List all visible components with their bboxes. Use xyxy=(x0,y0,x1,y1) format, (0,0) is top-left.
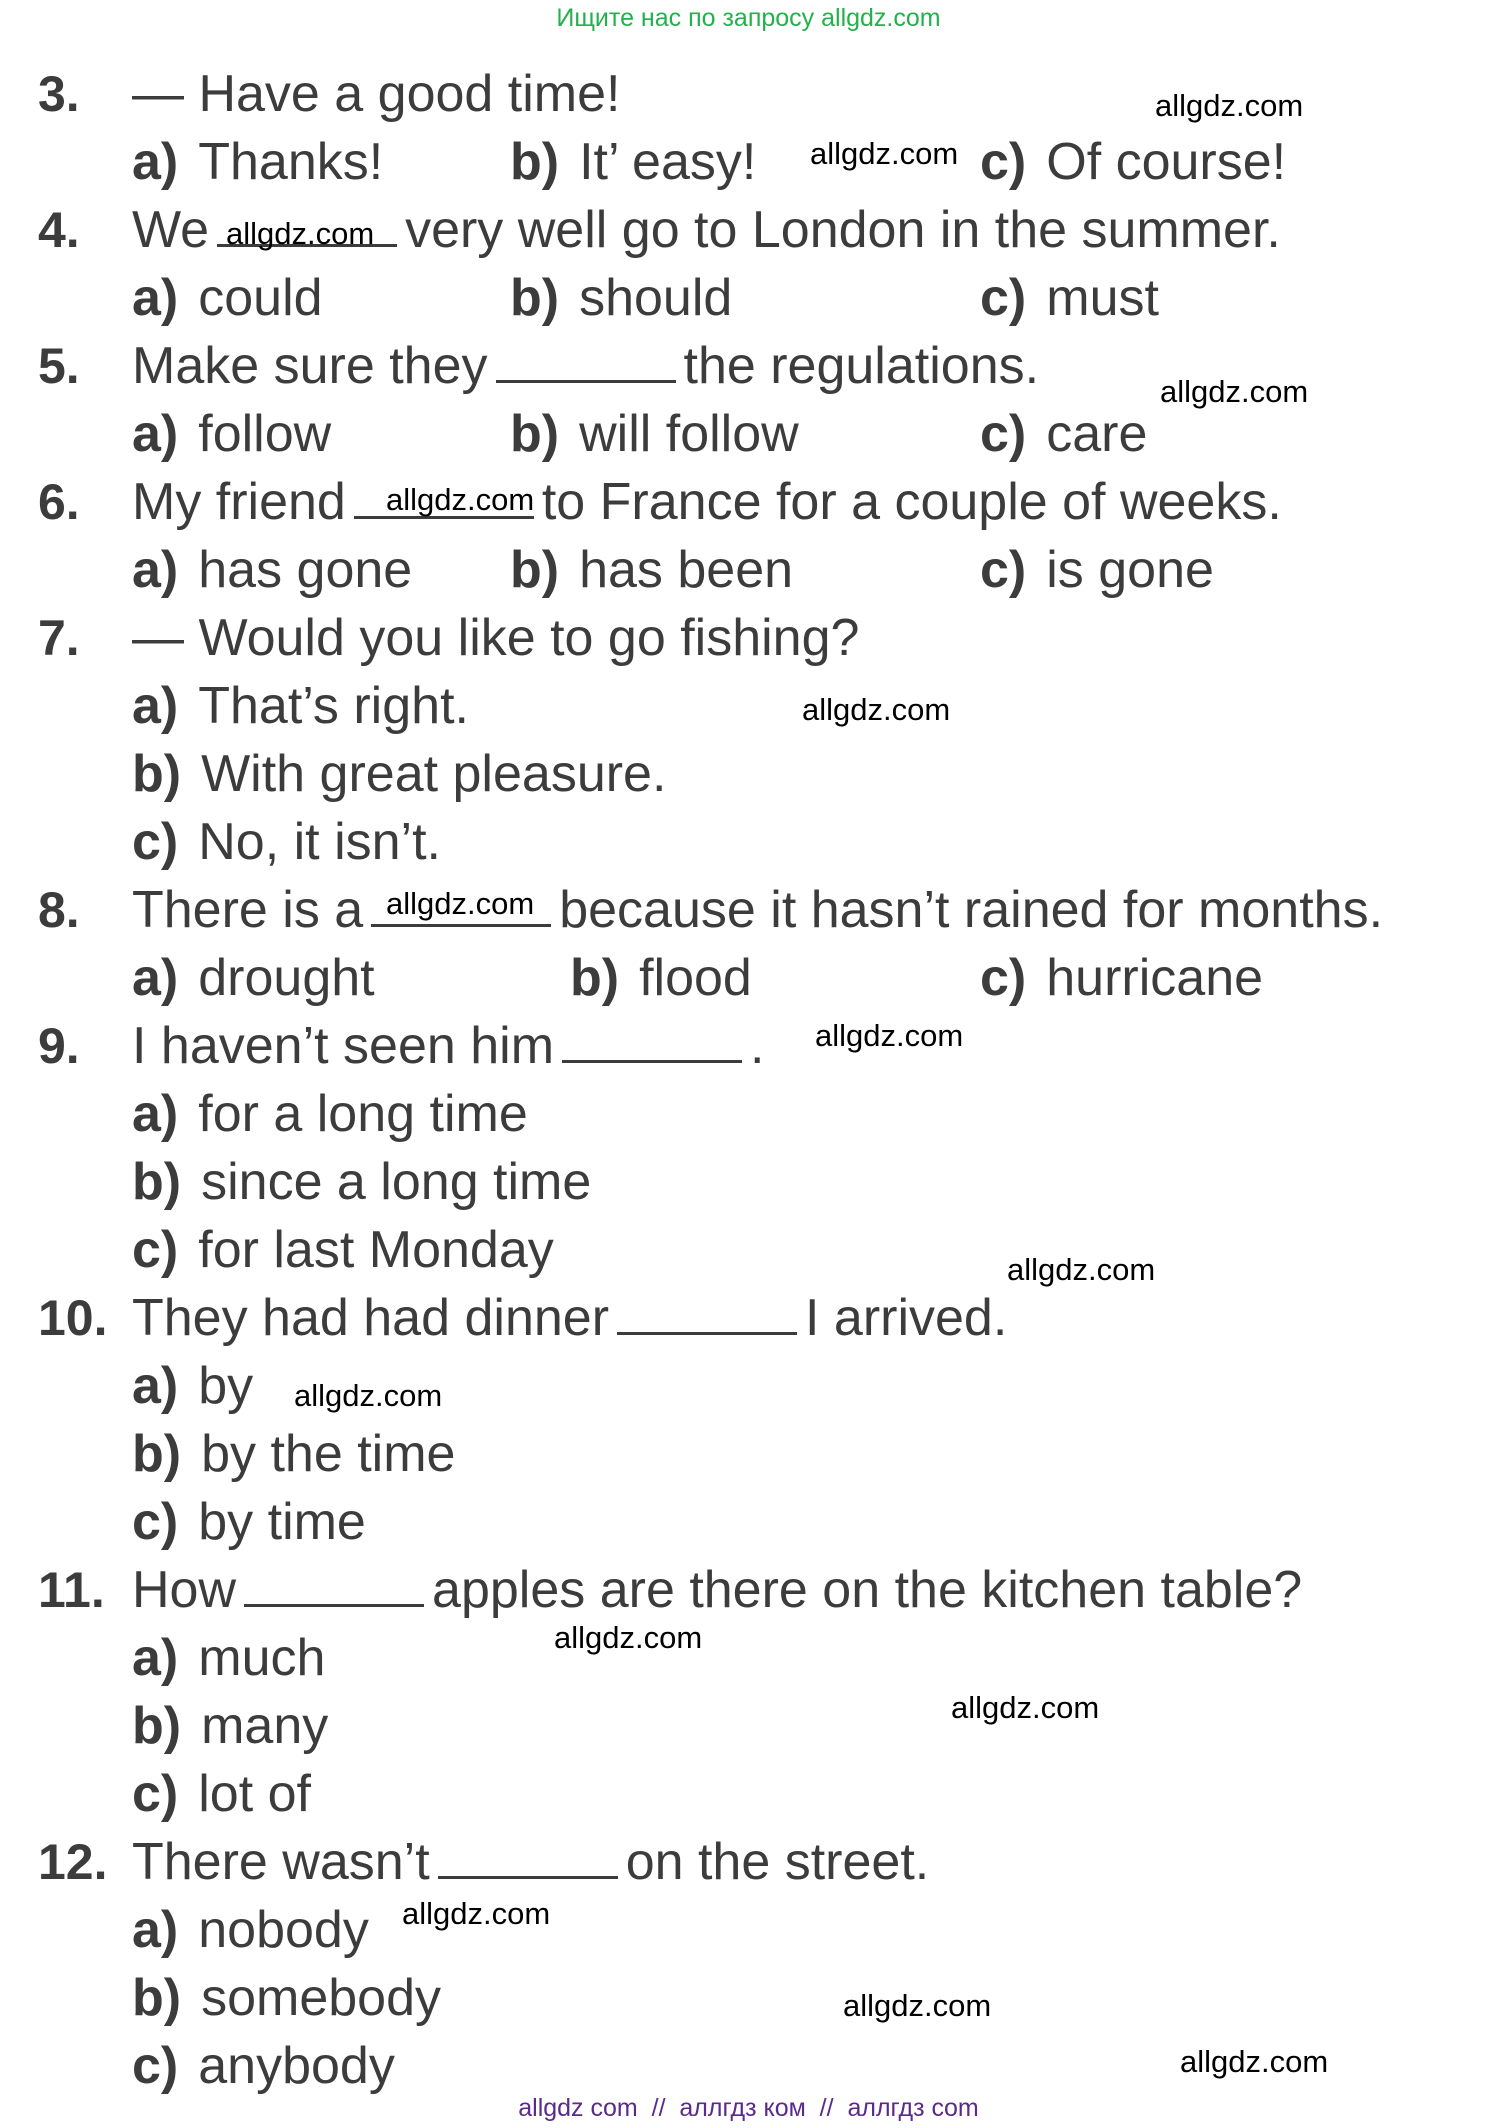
option-b[interactable] xyxy=(510,268,732,328)
watermark: allgdz.com xyxy=(1007,1252,1156,1287)
question-text: — Would you like to go fishing? xyxy=(132,609,860,667)
question-number: 11. xyxy=(38,1562,105,1618)
option-text: That’s right. xyxy=(198,677,469,735)
option-text: could xyxy=(198,269,323,327)
option-label: c) xyxy=(980,949,1027,1007)
option-label: c) xyxy=(980,133,1027,191)
option-text: flood xyxy=(639,949,752,1007)
answer-blank[interactable] xyxy=(244,1564,424,1607)
question-text: Make sure they the regulations. xyxy=(132,337,1040,395)
option-text: has been xyxy=(579,541,794,599)
watermark: allgdz.com xyxy=(386,482,535,517)
option-text: hurricane xyxy=(1046,949,1264,1007)
option-label: a) xyxy=(132,405,179,463)
option-label: a) xyxy=(132,269,179,327)
option-text: drought xyxy=(198,949,375,1007)
watermark: allgdz.com xyxy=(402,1896,551,1931)
option-c[interactable] xyxy=(980,268,1159,328)
option-label: b) xyxy=(132,1969,182,2027)
question-number: 10. xyxy=(38,1290,108,1346)
watermark: allgdz.com xyxy=(843,1988,992,2023)
watermark: allgdz.com xyxy=(294,1378,443,1413)
question-text: We very well go to London in the summer. xyxy=(132,201,1281,259)
option-label: b) xyxy=(570,949,620,1007)
option-text: will follow xyxy=(579,405,799,463)
option-text: by xyxy=(198,1357,254,1415)
watermark: allgdz.com xyxy=(815,1018,964,1053)
option-label: b) xyxy=(132,1697,182,1755)
option-text: care xyxy=(1046,405,1148,463)
option-label: b) xyxy=(132,745,182,803)
watermark: allgdz.com xyxy=(1160,374,1309,409)
question-number: 12. xyxy=(38,1834,108,1890)
option-label: a) xyxy=(132,541,179,599)
option-text: Thanks! xyxy=(198,133,384,191)
option-text: Of course! xyxy=(1046,133,1287,191)
question-number: 8. xyxy=(38,882,80,938)
option-c[interactable] xyxy=(980,948,1263,1008)
question-text: — Have a good time! xyxy=(132,65,621,123)
option-text: must xyxy=(1046,269,1159,327)
option-label: b) xyxy=(510,541,560,599)
question-text: They had had dinner I arrived. xyxy=(132,1289,1008,1347)
answer-blank[interactable] xyxy=(438,1836,618,1879)
question-text: My friend to France for a couple of weeks. xyxy=(132,473,1282,531)
option-text: nobody xyxy=(198,1901,369,1959)
option-text: by time xyxy=(198,1493,366,1551)
option-label: b) xyxy=(510,405,560,463)
option-text: should xyxy=(579,269,733,327)
answer-blank[interactable] xyxy=(617,1292,797,1335)
option-text: much xyxy=(198,1629,326,1687)
option-text: by the time xyxy=(201,1425,456,1483)
question-number: 9. xyxy=(38,1018,80,1074)
option-label: a) xyxy=(132,1357,179,1415)
option-label: c) xyxy=(132,1221,179,1279)
watermark: allgdz.com xyxy=(1180,2044,1329,2079)
footer-links[interactable]: allgdz com // аллгдз ком // аллгдз com xyxy=(518,2094,979,2122)
option-text: for a long time xyxy=(198,1085,528,1143)
option-label: c) xyxy=(980,541,1027,599)
option-b[interactable] xyxy=(510,132,756,192)
option-label: a) xyxy=(132,1629,179,1687)
watermark: allgdz.com xyxy=(386,886,535,921)
option-label: b) xyxy=(510,269,560,327)
watermark: allgdz.com xyxy=(554,1620,703,1655)
option-text: somebody xyxy=(201,1969,442,2027)
option-c[interactable] xyxy=(980,404,1147,464)
question-text: How apples are there on the kitchen table? xyxy=(132,1561,1303,1619)
option-label: c) xyxy=(132,2037,179,2095)
option-text: is gone xyxy=(1046,541,1214,599)
option-a[interactable] xyxy=(132,948,375,1008)
option-text: It’ easy! xyxy=(579,133,757,191)
option-label: b) xyxy=(510,133,560,191)
option-text: has gone xyxy=(198,541,413,599)
option-label: a) xyxy=(132,1085,179,1143)
option-label: a) xyxy=(132,1901,179,1959)
question-number: 4. xyxy=(38,202,80,258)
option-label: b) xyxy=(132,1153,182,1211)
option-label: b) xyxy=(132,1425,182,1483)
header-link[interactable]: Ищите нас по запросу allgdz.com xyxy=(556,4,941,32)
option-label: c) xyxy=(132,813,179,871)
question-text: I haven’t seen him . xyxy=(132,1017,765,1075)
option-label: a) xyxy=(132,677,179,735)
option-text: No, it isn’t. xyxy=(198,813,441,871)
answer-blank[interactable] xyxy=(562,1020,742,1063)
option-text: follow xyxy=(198,405,332,463)
question-number: 7. xyxy=(38,610,80,666)
option-text: for last Monday xyxy=(198,1221,554,1279)
option-label: c) xyxy=(980,405,1027,463)
watermark: allgdz.com xyxy=(226,216,375,251)
option-b[interactable] xyxy=(510,404,799,464)
watermark: allgdz.com xyxy=(810,136,959,171)
option-text: since a long time xyxy=(201,1153,592,1211)
option-label: c) xyxy=(132,1493,179,1551)
option-b[interactable] xyxy=(570,948,752,1008)
option-text: lot of xyxy=(198,1765,311,1823)
option-text: With great pleasure. xyxy=(201,745,667,803)
option-c[interactable] xyxy=(980,540,1214,600)
option-label: a) xyxy=(132,133,179,191)
watermark: allgdz.com xyxy=(951,1690,1100,1725)
option-text: anybody xyxy=(198,2037,395,2095)
watermark: allgdz.com xyxy=(802,692,951,727)
option-c[interactable] xyxy=(980,132,1286,192)
watermark: allgdz.com xyxy=(1155,88,1304,123)
question-number: 5. xyxy=(38,338,80,394)
question-text: There is a because it hasn’t rained for months. xyxy=(132,881,1384,939)
option-a[interactable] xyxy=(132,268,323,328)
option-a[interactable] xyxy=(132,404,331,464)
option-label: c) xyxy=(980,269,1027,327)
option-label: a) xyxy=(132,949,179,1007)
option-b[interactable] xyxy=(510,540,793,600)
question-number: 6. xyxy=(38,474,80,530)
option-text: many xyxy=(201,1697,329,1755)
option-a[interactable] xyxy=(132,540,412,600)
question-text: There wasn’t on the street. xyxy=(132,1833,930,1891)
option-a[interactable] xyxy=(132,132,383,192)
answer-blank[interactable] xyxy=(496,340,676,383)
question-number: 3. xyxy=(38,66,80,122)
option-label: c) xyxy=(132,1765,179,1823)
